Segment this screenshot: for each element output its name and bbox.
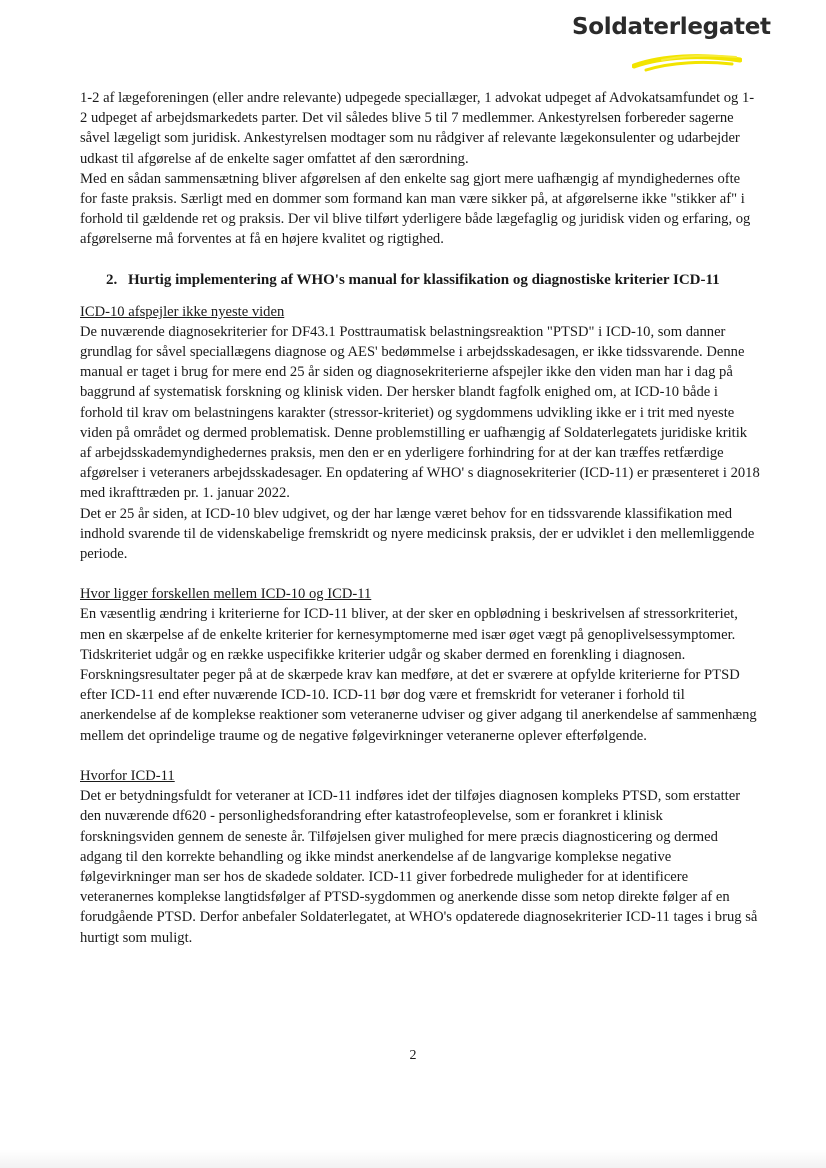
soldaterlegatet-logo [572,14,771,74]
section-number: 2. [106,271,118,288]
intro-paragraph-1: 1-2 af lægeforeningen (eller andre relevante) udpegede speciallæger, 1 advokat udpeget af Advokatsamfundet og 1-2 udpeget af arbejdsmarkedets parter. Det vil således blive 5 til 7 medlemmer. Ankestyrelsen forbereder sagerne såvel lægeligt som juridisk. Ankestyrelsen modtager som nu rådgiver af relevante lægekonsulenter og udarbejder udkast til afgørelse af de enkelte sager omfattet af den særordning. [80,90,755,167]
subsection-heading-why: Hvorfor ICD-11 [80,767,175,784]
paragraph-icd10-1: De nuværende diagnosekriterier for DF43.1 Posttraumatisk belastningsreaktion "PTSD" i ICD-10, som danner grundlag for såvel speciallægens diagnose og AES' bedømmelse i arbejdsskadesagen, er ikke tidssvarende. Denne manual er taget i brug for mere end 25 år siden og diagnosekriterierne afspejler ikke den viden man har i dag på baggrund af systematisk forskning og klinisk viden. Der hersker blandt fagfolk enighed om, at ICD-10 både i forhold til krav om belastningens karakter (stressor-kriteriet) og sygdommens udvikling ikke er i trit med nyeste viden på området og dermed problematisk. Denne problemstilling er uafhængig af Soldaterlegatets juridiske kritik af arbejdsskademyndighedernes praksis, men den er en yderligere forhindring for at der kan træffes retfærdige afgørelser i veteraners arbejdsskadesager. En opdatering af WHO' s diagnosekriterier (ICD-11) er præsenteret i 2018 med ikrafttræden pr. 1. januar 2022. [80,323,760,502]
logo-swoosh-icon [632,50,742,74]
scan-edge [0,1150,826,1168]
paragraph-difference: En væsentlig ændring i kriterierne for ICD-11 bliver, at der sker en opblødning i beskrivelsen af stressorkriteriet, men en skærpelse af de enkelte kriterier for kernesymptomerne med især øget vægt på genoplivelsessymptomer. Tidskriteriet udgår og en række uspecifikke kriterier udgår og skaber dermed en forenkling i diagnosen. Forskningsresultater peger på at de skærpede krav kan medføre, at det er sværere at opfylde kriterierne for PTSD efter ICD-11 end efter nuværende ICD-10. ICD-11 bør dog være et fremskridt for veteraner i forhold til anerkendelse af de komplekse reaktioner som veteranerne udviser og giver adgang til anerkendelse af sammenhæng mellem det oprindelige traume og de negative følgevirkninger veteranerne oplever efterfølgende. [80,606,757,744]
document-body [80,88,760,948]
subsection-heading-icd10: ICD-10 afspejler ikke nyeste viden [80,303,285,320]
logo-text: Soldaterlegatet [572,14,771,40]
section-heading [80,270,760,290]
paragraph-icd10-2: Det er 25 år siden, at ICD-10 blev udgivet, og der har længe været behov for en tidssvarende klassifikation med indhold svarende til de videnskabelige fremskridt og nyere medicinsk praksis, der er udviklet i den mellemliggende periode. [80,505,755,563]
section-title: Hurtig implementering af WHO's manual for klassifikation og diagnostiske kriterier ICD-11 [128,271,720,288]
paragraph-why: Det er betydningsfuldt for veteraner at ICD-11 indføres idet der tilføjes diagnosen kompleks PTSD, som erstatter den nuværende df620 - personlighedsforandring efter katastrofeoplevelse, som er forankret i klinisk forskningsviden gennem de seneste år. Tilføjelsen giver mulighed for mere præcis diagnosticering og dermed adgang til den korrekte behandling og ikke mindst anerkendelse af de langvarige komplekse negative følgevirkninger man ser hos de skadede soldater. ICD-11 giver forbedrede muligheder for at identificere veteranernes komplekse langtidsfølger af PTSD-sygdommen og anerkende disse som netop direkte følger af en forudgående PTSD. Derfor anbefaler Soldaterlegatet, at WHO's opdaterede diagnosekriterier ICD-11 tages i brug så hurtigt som muligt. [80,788,758,946]
page-number: 2 [409,1048,417,1063]
intro-paragraph-2: Med en sådan sammensætning bliver afgørelsen af den enkelte sag gjort mere uafhængig af myndighedernes ofte for faste praksis. Særligt med en dommer som formand kan man være sikker på, at afgørelserne ikke "stikker af" i forhold til gældende ret og praksis. Der vil blive tilført yderligere både lægefaglig og juridisk viden og erfaring, og afgørelserne må forventes at få en højere kvalitet og rigtighed. [80,170,751,248]
subsection-heading-difference: Hvor ligger forskellen mellem ICD-10 og ICD-11 [80,586,372,603]
